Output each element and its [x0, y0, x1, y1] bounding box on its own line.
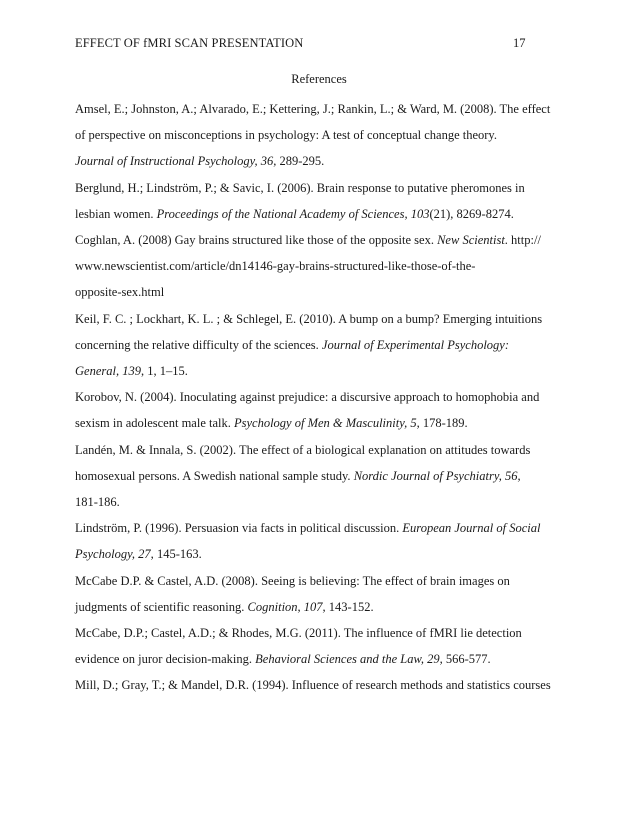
reference-line: Korobov, N. (2004). Inoculating against prejudice: a discursive approach to homophobia and: [75, 390, 540, 405]
reference-text: . http://: [504, 233, 541, 248]
reference-text: judgments of scientific reasoning.: [75, 599, 248, 614]
journal-title: New Scientist: [437, 233, 505, 248]
reference-line: 181-186.: [75, 495, 120, 510]
reference-landen-2002: [75, 437, 575, 516]
reference-line: [75, 332, 575, 358]
journal-title: Proceedings of the National Academy of Sciences, 103: [156, 206, 430, 221]
reference-amsel-2008: [75, 96, 575, 175]
reference-text: concerning the relative difficulty of the sciences.: [75, 337, 322, 352]
reference-line: McCabe, D.P.; Castel, A.D.; & Rhodes, M.G. (2011). The influence of fMRI lie detection: [75, 626, 522, 641]
reference-line: [75, 201, 575, 227]
reference-line: Landén, M. & Innala, S. (2002). The effect of a biological explanation on attitudes towards: [75, 442, 531, 457]
reference-mccabe-2008: [75, 568, 575, 620]
journal-title: Nordic Journal of Psychiatry, 56,: [353, 468, 521, 483]
section-title: References: [291, 72, 347, 86]
page-number: 17: [513, 36, 526, 50]
journal-title: Psychology of Men & Masculinity, 5,: [233, 416, 420, 431]
reference-line: [75, 410, 575, 436]
reference-line: of perspective on misconceptions in psychology: A test of conceptual change theory.: [75, 128, 497, 143]
journal-title: Journal of Instructional Psychology, 36,: [75, 154, 277, 169]
reference-lindstrom-1996: [75, 515, 575, 567]
reference-berglund-2006: [75, 175, 575, 227]
journal-title: Cognition, 107,: [247, 599, 326, 614]
reference-line: [75, 646, 575, 672]
reference-text: Coghlan, A. (2008) Gay brains structured like those of the opposite sex.: [75, 233, 438, 248]
reference-text: 566-577.: [442, 652, 491, 667]
reference-text: 145-163.: [153, 547, 202, 562]
reference-line: Keil, F. C. ; Lockhart, K. L. ; & Schlegel, E. (2010). A bump on a bump? Emerging intuitions: [75, 311, 543, 326]
reference-url: opposite-sex.html: [75, 285, 165, 300]
reference-coghlan-2008: [75, 227, 575, 306]
reference-list: [75, 96, 575, 699]
reference-text: 289-295.: [276, 154, 325, 169]
journal-title: Journal of Experimental Psychology:: [321, 337, 510, 352]
reference-line: [75, 463, 575, 489]
reference-text: , 1, 1–15.: [140, 364, 188, 379]
reference-text: homosexual persons. A Swedish national sample study.: [75, 468, 354, 483]
reference-mill-1994: [75, 672, 575, 698]
reference-line: [75, 515, 575, 541]
running-head: EFFECT OF fMRI SCAN PRESENTATION: [75, 36, 304, 50]
reference-line: [75, 541, 575, 567]
reference-line: Berglund, H.; Lindström, P.; & Savic, I. (2006). Brain response to putative pheromones in: [75, 180, 525, 195]
reference-text: sexism in adolescent male talk.: [75, 416, 234, 431]
reference-mccabe-2011: [75, 620, 575, 672]
reference-line: [75, 227, 575, 253]
journal-title: Psychology, 27,: [75, 547, 154, 562]
reference-line: Amsel, E.; Johnston, A.; Alvarado, E.; Kettering, J.; Rankin, L.; & Ward, M. (2008). The effect: [75, 102, 551, 116]
reference-line: [75, 148, 575, 174]
reference-line: [75, 358, 575, 384]
reference-korobov-2004: [75, 384, 575, 436]
reference-line: McCabe D.P. & Castel, A.D. (2008). Seeing is believing: The effect of brain images on: [75, 573, 510, 588]
reference-text: 178-189.: [419, 416, 468, 431]
reference-text: Lindström, P. (1996). Persuasion via facts in political discussion.: [75, 521, 403, 536]
journal-title: Behavioral Sciences and the Law, 29,: [255, 652, 443, 667]
journal-title: General, 139: [75, 364, 141, 379]
journal-title: European Journal of Social: [402, 521, 541, 536]
reference-line: [75, 594, 575, 620]
reference-text: evidence on juror decision-making.: [75, 652, 256, 667]
reference-text: (21), 8269-8274.: [429, 206, 514, 221]
reference-text: 143-152.: [325, 599, 374, 614]
reference-keil-2010: [75, 306, 575, 385]
reference-text: lesbian women.: [75, 206, 157, 221]
reference-line: Mill, D.; Gray, T.; & Mandel, D.R. (1994). Influence of research methods and statistics courses: [75, 678, 551, 693]
reference-url: www.newscientist.com/article/dn14146-gay-brains-structured-like-those-of-the-: [75, 259, 476, 274]
